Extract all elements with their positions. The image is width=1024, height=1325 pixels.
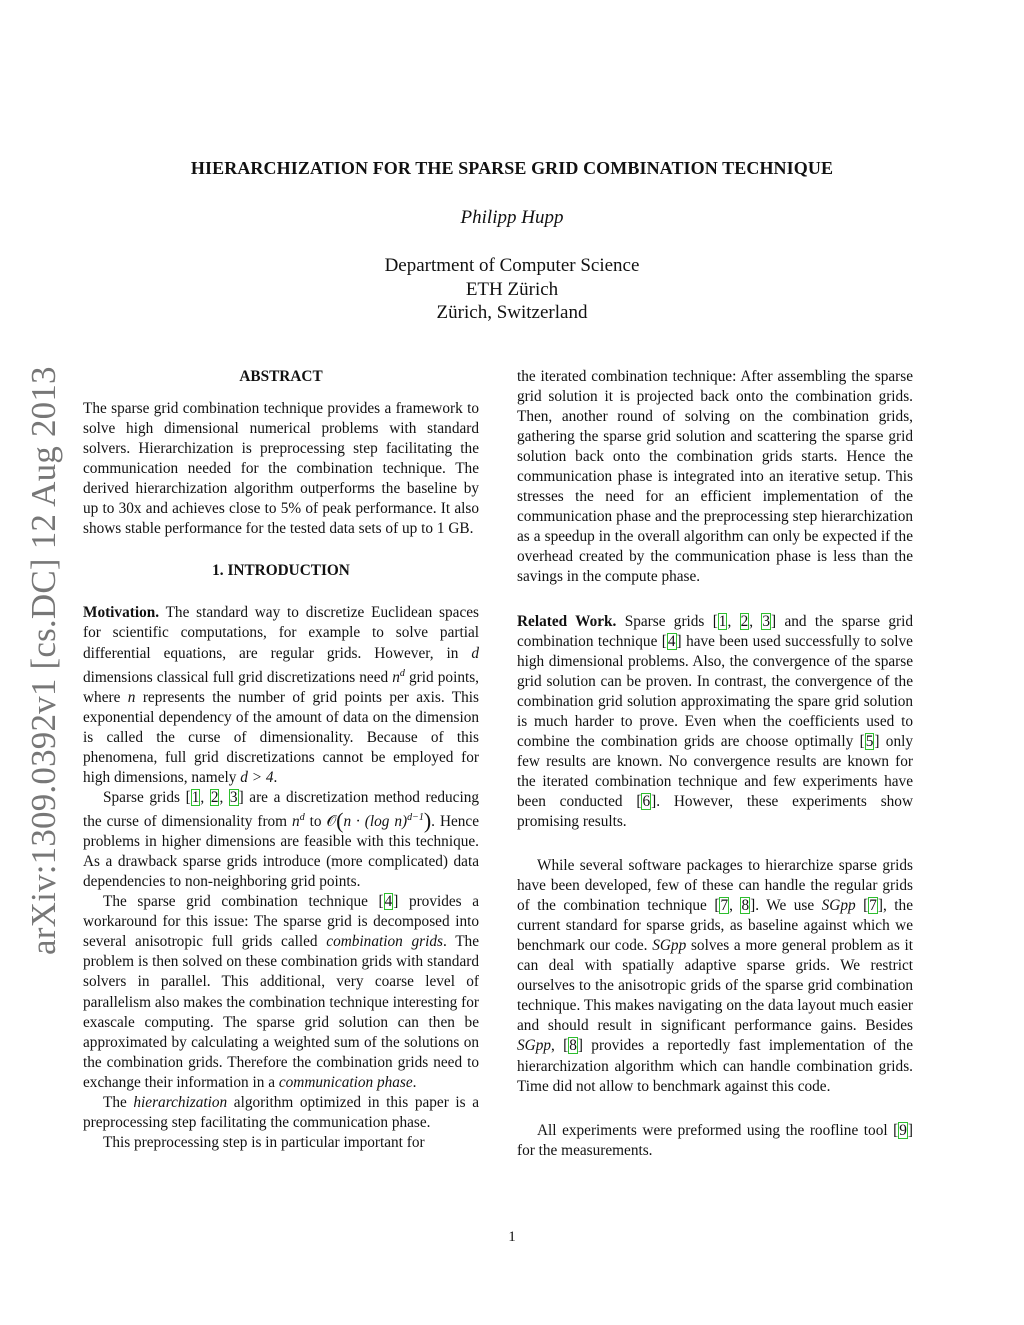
arxiv-identifier: arXiv:1309.0392v1 [cs.DC] 12 Aug 2013 bbox=[24, 366, 63, 955]
motivation-paragraph: Motivation. The standard way to discretize Euclidean spaces for scientific computations, for example to solve partial differential equations, are regular grids. However, in d dimensions classical full grid discretizations need $n^d$ grid points, where n represents the number of grid points per axis. This exponential dependency of the amount of data on the dimension is called the curse of dimensionality. Because of this phenomena, full grid discretizations cannot be employed for high dimensions, namely d > 4. bbox=[83, 604, 480, 786]
abstract-text: The sparse grid combination technique provides a framework to solve high dimensional numerical problems with standard solvers. Hierarchization is preprocessing step facilitating the communication needed for the combination technique. The derived hierarchization algorithm outperforms the baseline by up to 30x and achieves close to 5% of peak performance. It also shows stable performance for the tested data sets of up to 1 GB. bbox=[83, 400, 479, 538]
citation-7[interactable]: 7 bbox=[869, 897, 877, 915]
citation-3[interactable]: 3 bbox=[229, 788, 238, 806]
preprocessing-paragraph: This preprocessing step is in particular important for bbox=[103, 1133, 425, 1151]
page-number: 1 bbox=[508, 1229, 516, 1245]
citation-7[interactable]: 7 bbox=[720, 897, 729, 915]
abstract-heading: ABSTRACT bbox=[239, 368, 323, 385]
citation-1[interactable]: 1 bbox=[718, 612, 727, 630]
sparse-grids-paragraph: Sparse grids [1, 2, 3] are a discretization method reducing the curse of dimensionality from $n^d$ to 𝒪(n · (log n)$^{d-1}$). Hence problems in higher dimensions are feasible with this technique. As a drawback sparse grids introduce (more complicated) data dependencies to non-neighboring grid points. bbox=[83, 788, 480, 891]
citation-6[interactable]: 6 bbox=[642, 792, 651, 810]
motivation-label: Motivation. bbox=[83, 604, 160, 622]
complexity-formula: 𝒪(n · (log n)$^{d-1}$). bbox=[326, 808, 435, 834]
iterated-combination-paragraph: the iterated combination technique: After assembling the sparse grid solution it is projected back onto the combination grids. Then, another round of solving on the combination grids, gathering the sparse grid solution and scattering the sparse grid solution back onto the combination grids starts. Hence the communication phase is integrated into an iterative setup. This stresses the need for an efficient implementation of the communication phase and the preprocessing step hierarchization as a speedup in the overall algorithm can only be expected if the overhead created by the communication phase is less than the savings in the compute phase. bbox=[517, 368, 913, 586]
affiliation-department: Department of Computer Science bbox=[384, 255, 640, 276]
related-work-label: Related Work. bbox=[517, 612, 617, 630]
experiments-paragraph: All experiments were preformed using the roofline tool [9] for the measurements. bbox=[517, 1121, 913, 1159]
citation-4[interactable]: 4 bbox=[384, 893, 393, 911]
affiliation-institution: ETH Zürich bbox=[465, 278, 559, 300]
author-name: Philipp Hupp bbox=[460, 207, 564, 228]
citation-8[interactable]: 8 bbox=[741, 897, 750, 915]
citation-2[interactable]: 2 bbox=[740, 612, 749, 630]
citation-5[interactable]: 5 bbox=[865, 732, 874, 750]
introduction-heading: 1. INTRODUCTION bbox=[212, 562, 350, 580]
citation-8[interactable]: 8 bbox=[569, 1037, 577, 1055]
right-column bbox=[517, 367, 913, 1161]
software-packages-paragraph: While several software packages to hierarchize sparse grids have been developed, few of these can handle the regular grids of the combination technique [7, 8]. We use SGpp [7], the current standard for sparse grids, as baseline against which we benchmark our code. SGpp solves a more general problem as it can deal with spatially adaptive sparse grids. We restrict ourselves to the anisotropic grids of the sparse grid combination technique. This makes navigating on the data layout much easier and should result in significant performance gains. Besides SGpp, [8] provides a reportedly fast implementation of the hierarchization algorithm which can handle combination grids. Time did not allow to benchmark against this code. bbox=[517, 857, 914, 1095]
paper-title: HIERARCHIZATION FOR THE SPARSE GRID COMBINATION TECHNIQUE bbox=[190, 158, 834, 178]
affiliation-location: Zürich, Switzerland bbox=[436, 302, 588, 323]
arxiv-stamp bbox=[20, 355, 63, 955]
left-column bbox=[83, 367, 479, 1153]
citation-1[interactable]: 1 bbox=[191, 788, 200, 806]
citation-9[interactable]: 9 bbox=[899, 1121, 907, 1139]
related-work-paragraph: Related Work. Sparse grids [1, 2, 3] and the sparse grid combination technique [4] have been used successfully to solve high dimensional problems. Also, the convergence of the sparse grid solution can be proven. In contrast, the convergence of the combination grid solution approximating the spare grid solution is much harder to prove. Even when the coefficients used to combine the combination grids are choose optimally [5] only few results are known. No convergence results are known for the iterated combination technique and few experiments have been conducted [6]. However, these experiments show promising results. bbox=[517, 612, 914, 830]
affiliation bbox=[0, 254, 1024, 325]
hierarchization-paragraph: The hierarchization algorithm optimized in this paper is a preprocessing step facilitating the communication phase. bbox=[83, 1093, 480, 1131]
citation-3[interactable]: 3 bbox=[762, 612, 771, 630]
combination-technique-paragraph: The sparse grid combination technique [4] provides a workaround for this issue: The sparse grid is decomposed into several anisotropic full grids called combination grids. The problem is then solved on these combination grids with standard solvers in parallel. This additional, very coarse level of parallelism also makes the combination technique interesting for exascale computing. The sparse grid solution can then be approximated by calculating a weighted sum of the solutions on the combination grids. Therefore the combination grids need to exchange their information in a communication phase. bbox=[83, 893, 480, 1091]
citation-4[interactable]: 4 bbox=[667, 632, 676, 650]
citation-2[interactable]: 2 bbox=[210, 788, 219, 806]
